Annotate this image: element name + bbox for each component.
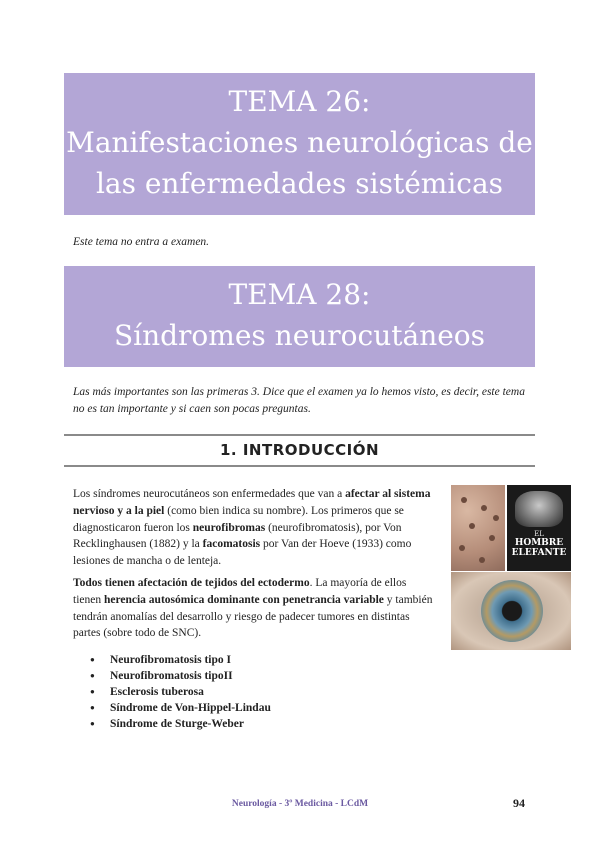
- syndrome-list: [90, 652, 271, 732]
- tema-26-banner: [64, 73, 535, 215]
- p1-bold-3: facomatosis: [202, 538, 261, 551]
- p2-bold-2: herencia autosómica dominante con penetrancia variable: [103, 593, 384, 606]
- poster-face-image: [515, 491, 563, 527]
- footer-text: Neurología - 3º Medicina - LCdM: [231, 799, 369, 809]
- p1-text-2: (como bien indica su nombre). Los primeros que se diagnosticaron fueron los: [73, 504, 404, 534]
- tema-26-note: Este tema no entra a examen.: [73, 236, 210, 248]
- p1-text-1: Los síndromes neurocutáneos son enfermedades que van a: [73, 488, 346, 500]
- p1-text-3: (neurofibromatosis), por Von Recklinghausen (1882) y la: [73, 521, 402, 551]
- intro-paragraph-1: [73, 486, 433, 570]
- list-item: ● Esclerosis tuberosa: [90, 684, 271, 700]
- tema-28-note: Las más importantes son las primeras 3. Dice que el examen ya lo hemos visto, es decir, este tema no es tan importante y si caen son pocas preguntas.: [73, 386, 525, 415]
- p2-bold-1: Todos tienen afectación de tejidos del ectodermo: [73, 577, 310, 589]
- elephant-man-poster: [507, 485, 571, 571]
- section-heading: 1. INTRODUCCIÓN: [219, 441, 380, 459]
- list-item: ● Síndrome de Sturge-Weber: [90, 716, 271, 732]
- poster-title-line3: ELEFANTE: [511, 548, 567, 558]
- p1-bold-1: afectar al sistema nervioso y a la piel: [73, 488, 431, 517]
- p1-bold-2: neurofibromas: [192, 521, 266, 534]
- eye-lisch-nodules-photo: [451, 572, 571, 650]
- tema-26-number: TEMA 26:: [228, 85, 371, 118]
- p2-text-1: . La mayoría de ellos tienen: [73, 577, 407, 606]
- list-item: ● Neurofibromatosis tipoII: [90, 668, 271, 684]
- tema-28-number: TEMA 28:: [228, 278, 371, 311]
- list-item: ● Neurofibromatosis tipo I: [90, 652, 271, 668]
- poster-title-line1: EL: [534, 530, 544, 538]
- tema-28-banner: [64, 266, 535, 367]
- p2-text-2: y también tendrán anomalías del desarrollo y riesgo de padecer tumores en distintas partes (sobre todo de SNC).: [73, 593, 433, 640]
- tema-28-title: Síndromes neurocutáneos: [113, 319, 486, 352]
- section-rule-bottom: [64, 465, 535, 467]
- page-number: 94: [513, 796, 525, 810]
- tema-26-title-line1: Manifestaciones neurológicas de: [66, 126, 533, 159]
- tema-26-title-line2: las enfermedades sistémicas: [95, 167, 504, 200]
- skin-lesions-photo: [451, 485, 505, 571]
- p1-text-4: por Van der Hoeve (1933) como lesiones de mancha o de lenteja.: [73, 538, 412, 568]
- section-rule-top: [64, 434, 535, 436]
- iris-image: [481, 580, 543, 642]
- intro-paragraph-2: [73, 575, 433, 642]
- list-item: ● Síndrome de Von-Hippel-Lindau: [90, 700, 271, 716]
- poster-title-line2: HOMBRE: [514, 538, 564, 548]
